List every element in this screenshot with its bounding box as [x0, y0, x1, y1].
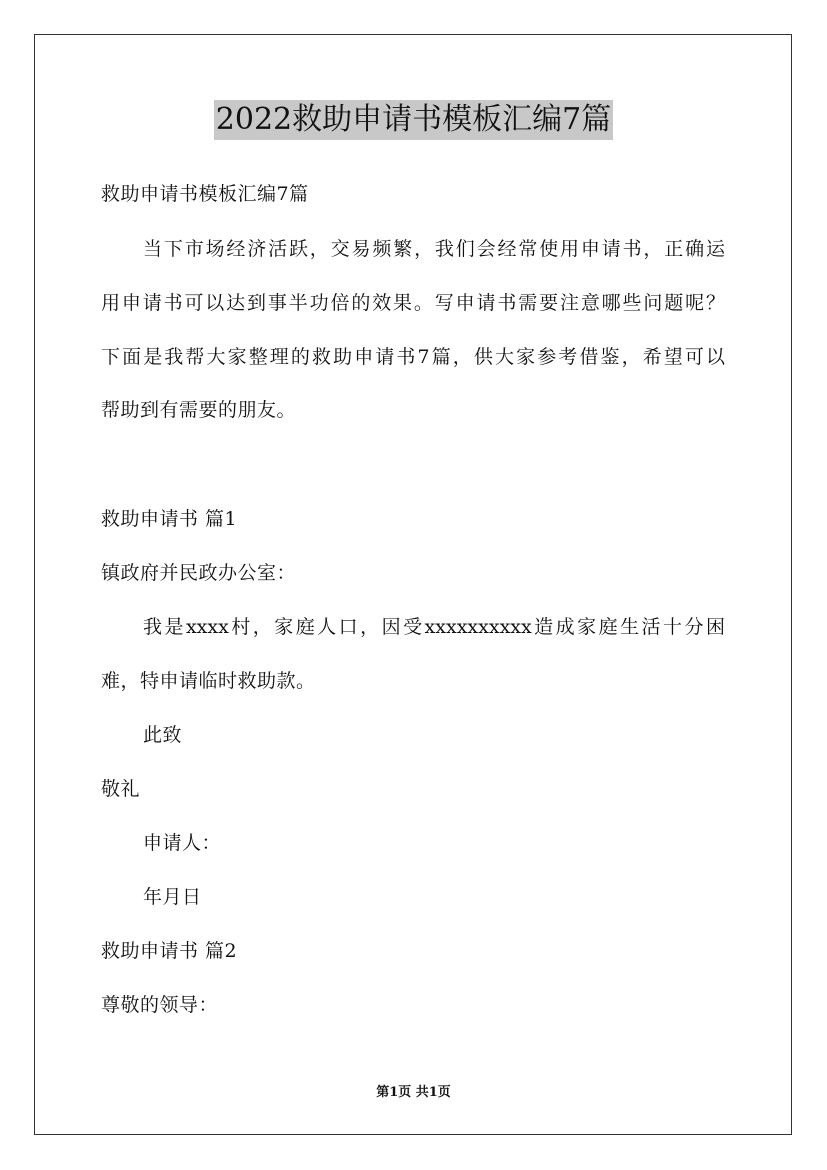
- section1-closing-1: 此致: [143, 724, 183, 746]
- intro-line-4: 帮助到有需要的朋友。: [101, 399, 297, 421]
- intro-line-1: 当下市场经济活跃，交易频繁，我们会经常使用申请书，正确运: [143, 238, 725, 260]
- section1-body-line-2: 难，特申请临时救助款。: [101, 670, 316, 692]
- document-title: 2022救助申请书模板汇编7篇: [214, 100, 613, 140]
- section1-addressee: 镇政府并民政办公室：: [101, 562, 297, 584]
- section2-heading: 救助申请书 篇2: [101, 940, 238, 962]
- section1-applicant: 申请人：: [143, 832, 222, 854]
- title-container: [0, 100, 827, 140]
- page-number: 第1页 共1页: [376, 1085, 451, 1100]
- intro-line-3: 下面是我帮大家整理的救助申请书7篇，供大家参考借鉴，希望可以: [101, 346, 725, 368]
- section1-body-line-1: 我是xxxx村，家庭人口，因受xxxxxxxxxx造成家庭生活十分困: [143, 616, 725, 638]
- section1-date: 年月日: [143, 886, 202, 908]
- document-subtitle: 救助申请书模板汇编7篇: [101, 183, 309, 205]
- section2-addressee: 尊敬的领导：: [101, 994, 219, 1016]
- intro-line-2: 用申请书可以达到事半功倍的效果。写申请书需要注意哪些问题呢？: [101, 292, 725, 314]
- section1-heading: 救助申请书 篇1: [101, 508, 238, 530]
- section1-closing-2: 敬礼: [101, 778, 141, 800]
- page-footer: [0, 1084, 827, 1102]
